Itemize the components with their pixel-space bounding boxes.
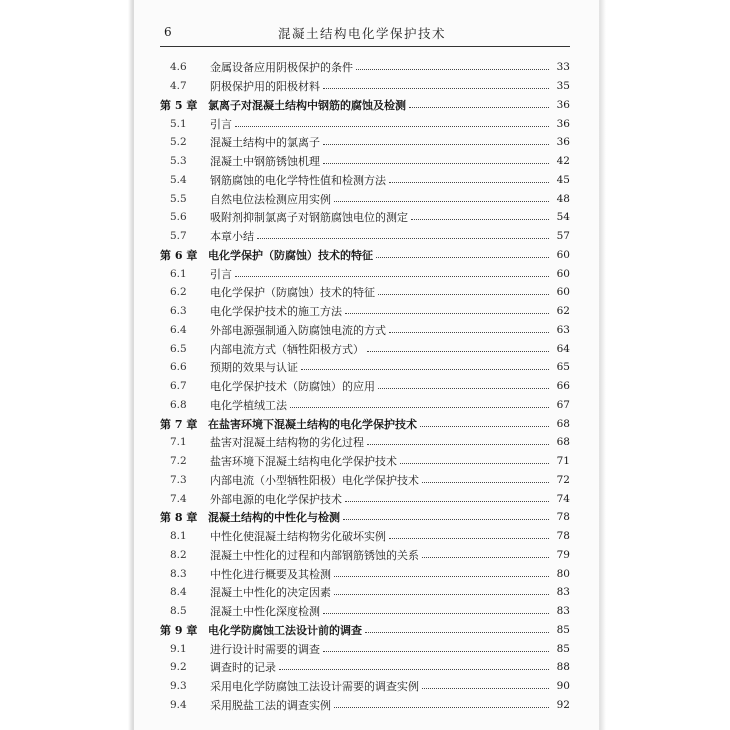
dot-leader bbox=[376, 256, 549, 258]
dot-leader bbox=[356, 68, 549, 70]
toc-entry-number: 7.2 bbox=[170, 455, 187, 468]
toc-entry-title: 吸附剂抑制氯离子对钢筋腐蚀电位的测定 bbox=[210, 211, 408, 225]
toc-section-row[interactable] bbox=[160, 358, 570, 377]
dot-leader bbox=[290, 406, 549, 408]
toc-section-row[interactable] bbox=[160, 114, 570, 133]
toc-entry-title: 电化学保护（防腐蚀）技术的特征 bbox=[210, 286, 375, 300]
toc-entry-number: 4.6 bbox=[170, 61, 187, 74]
toc-entry-number: 8.2 bbox=[170, 548, 187, 561]
toc-section-row[interactable] bbox=[160, 133, 570, 152]
toc-entry-number: 6.2 bbox=[170, 286, 187, 299]
toc-entry-page: 71 bbox=[556, 455, 570, 468]
toc-entry-page: 62 bbox=[556, 305, 570, 318]
toc-entry-page: 85 bbox=[556, 642, 570, 655]
toc-entry-page: 80 bbox=[556, 567, 570, 580]
toc-entry-number: 8.1 bbox=[170, 530, 187, 543]
toc-entry-number: 8.3 bbox=[170, 567, 187, 580]
toc-entry-title: 自然电位法检测应用实例 bbox=[210, 192, 331, 206]
toc-entry-title: 电化学保护技术的施工方法 bbox=[210, 305, 342, 319]
toc-entry-title: 中性化使混凝土结构物劣化破坏实例 bbox=[210, 530, 386, 544]
toc-entry-number: 9.1 bbox=[170, 642, 187, 655]
toc-entry-number: 5.4 bbox=[170, 173, 187, 186]
dot-leader bbox=[323, 650, 549, 652]
toc-entry-title: 中性化进行概要及其检测 bbox=[210, 567, 331, 581]
toc-entry-page: 92 bbox=[556, 698, 570, 711]
toc-entry-title: 内部电流方式（牺牲阳极方式） bbox=[210, 342, 364, 356]
toc-section-row[interactable] bbox=[160, 546, 570, 565]
toc-chapter-row[interactable] bbox=[160, 96, 570, 115]
toc-entry-title: 采用电化学防腐蚀工法设计需要的调查实例 bbox=[210, 680, 419, 694]
toc-entry-number: 6.6 bbox=[170, 361, 187, 374]
toc-section-row[interactable] bbox=[160, 58, 570, 77]
toc-entry-page: 60 bbox=[556, 248, 570, 261]
toc-entry-number: 9.4 bbox=[170, 698, 187, 711]
toc-entry-page: 90 bbox=[556, 680, 570, 693]
toc-entry-number: 6.3 bbox=[170, 305, 187, 318]
toc-section-row[interactable] bbox=[160, 639, 570, 658]
toc-entry-page: 64 bbox=[556, 342, 570, 355]
toc-entry-title: 阴极保护用的阳极材料 bbox=[210, 80, 320, 94]
toc-entry-title: 电化学防腐蚀工法设计前的调查 bbox=[208, 623, 362, 637]
toc-section-row[interactable] bbox=[160, 264, 570, 283]
toc-entry-page: 68 bbox=[556, 436, 570, 449]
toc-entry-page: 79 bbox=[556, 548, 570, 561]
toc-entry-title: 混凝土中性化深度检测 bbox=[210, 605, 320, 619]
toc-entry-number: 6.5 bbox=[170, 342, 187, 355]
toc-entry-page: 36 bbox=[556, 136, 570, 149]
toc-entry-page: 60 bbox=[556, 286, 570, 299]
toc-entry-page: 42 bbox=[556, 155, 570, 168]
dot-leader bbox=[235, 275, 549, 277]
toc-entry-number: 7.3 bbox=[170, 473, 187, 486]
toc-section-row[interactable] bbox=[160, 471, 570, 490]
toc-entry-number: 第 9 章 bbox=[160, 623, 198, 637]
toc-entry-title: 金属设备应用阴极保护的条件 bbox=[210, 61, 353, 75]
dot-leader bbox=[334, 706, 549, 708]
toc-section-row[interactable] bbox=[160, 658, 570, 677]
page-number: 6 bbox=[164, 25, 172, 39]
dot-leader bbox=[422, 687, 549, 689]
toc-entry-title: 引言 bbox=[210, 117, 232, 131]
toc-entry-title: 预期的效果与认证 bbox=[210, 361, 298, 375]
toc-entry-page: 63 bbox=[556, 323, 570, 336]
toc-entry-page: 72 bbox=[556, 473, 570, 486]
dot-leader bbox=[411, 218, 549, 220]
toc-entry-page: 54 bbox=[556, 211, 570, 224]
toc-entry-number: 4.7 bbox=[170, 80, 187, 93]
toc-entry-number: 7.1 bbox=[170, 436, 187, 449]
toc-entry-title: 外部电源强制通入防腐蚀电流的方式 bbox=[210, 323, 386, 337]
dot-leader bbox=[257, 237, 549, 239]
toc-entry-number: 7.4 bbox=[170, 492, 187, 505]
toc-chapter-row[interactable] bbox=[160, 508, 570, 527]
toc-entry-title: 本章小结 bbox=[210, 230, 254, 244]
toc-entry-number: 8.5 bbox=[170, 605, 187, 618]
toc-entry-page: 33 bbox=[556, 61, 570, 74]
toc-entry-number: 第 7 章 bbox=[160, 417, 198, 431]
toc-section-row[interactable] bbox=[160, 489, 570, 508]
dot-leader bbox=[420, 425, 549, 427]
dot-leader bbox=[323, 612, 549, 614]
dot-leader bbox=[345, 500, 549, 502]
dot-leader bbox=[334, 575, 549, 577]
toc-entry-title: 钢筋腐蚀的电化学特性值和检测方法 bbox=[210, 173, 386, 187]
toc-section-row[interactable] bbox=[160, 189, 570, 208]
toc-entry-number: 第 8 章 bbox=[160, 511, 198, 525]
toc-entry-number: 6.7 bbox=[170, 380, 187, 393]
toc-entry-title: 氯离子对混凝土结构中钢筋的腐蚀及检测 bbox=[208, 98, 406, 112]
toc-section-row[interactable] bbox=[160, 321, 570, 340]
toc-entry-page: 83 bbox=[556, 605, 570, 618]
toc-section-row[interactable] bbox=[160, 564, 570, 583]
dot-leader bbox=[323, 162, 549, 164]
toc-entry-title: 电化学保护技术（防腐蚀）的应用 bbox=[210, 380, 375, 394]
toc-entry-title: 混凝土结构中的氯离子 bbox=[210, 136, 320, 150]
dot-leader bbox=[343, 518, 549, 520]
toc-entry-page: 83 bbox=[556, 586, 570, 599]
dot-leader bbox=[323, 87, 549, 89]
toc-entry-page: 78 bbox=[556, 511, 570, 524]
book-title: 混凝土结构电化学保护技术 bbox=[278, 26, 447, 41]
toc-entry-page: 78 bbox=[556, 530, 570, 543]
toc-chapter-row[interactable] bbox=[160, 621, 570, 640]
toc-entry-title: 内部电流（小型牺牲阳极）电化学保护技术 bbox=[210, 473, 419, 487]
toc-section-row[interactable] bbox=[160, 377, 570, 396]
dot-leader bbox=[301, 368, 549, 370]
toc-entry-number: 5.2 bbox=[170, 136, 187, 149]
toc-entry-number: 第 5 章 bbox=[160, 98, 198, 112]
toc-chapter-row[interactable] bbox=[160, 246, 570, 265]
dot-leader bbox=[365, 631, 549, 633]
toc-entry-number: 5.6 bbox=[170, 211, 187, 224]
toc-entry-number: 5.3 bbox=[170, 155, 187, 168]
toc-entry-page: 67 bbox=[556, 398, 570, 411]
dot-leader bbox=[367, 443, 549, 445]
dot-leader bbox=[323, 143, 549, 145]
dot-leader bbox=[235, 125, 549, 127]
toc-entry-page: 36 bbox=[556, 117, 570, 130]
toc-section-row[interactable] bbox=[160, 302, 570, 321]
toc-section-row[interactable] bbox=[160, 339, 570, 358]
toc-entry-title: 调查时的记录 bbox=[210, 661, 276, 675]
dot-leader bbox=[345, 312, 549, 314]
toc-section-row[interactable] bbox=[160, 583, 570, 602]
dot-leader bbox=[389, 537, 549, 539]
toc-entry-title: 进行设计时需要的调查 bbox=[210, 642, 320, 656]
dot-leader bbox=[389, 331, 549, 333]
toc-chapter-row[interactable] bbox=[160, 414, 570, 433]
toc-entry-number: 9.2 bbox=[170, 661, 187, 674]
toc-entry-number: 9.3 bbox=[170, 680, 187, 693]
toc-entry-page: 74 bbox=[556, 492, 570, 505]
toc-entry-page: 68 bbox=[556, 417, 570, 430]
toc-entry-page: 65 bbox=[556, 361, 570, 374]
toc-entry-title: 外部电源的电化学保护技术 bbox=[210, 492, 342, 506]
dot-leader bbox=[378, 387, 549, 389]
toc-section-row[interactable] bbox=[160, 527, 570, 546]
toc-section-row[interactable] bbox=[160, 208, 570, 227]
toc-entry-number: 5.5 bbox=[170, 192, 187, 205]
toc-section-row[interactable] bbox=[160, 452, 570, 471]
toc-section-row[interactable] bbox=[160, 283, 570, 302]
toc-entry-title: 盐害环境下混凝土结构电化学保护技术 bbox=[210, 455, 397, 469]
table-of-contents bbox=[160, 58, 570, 714]
dot-leader bbox=[378, 293, 549, 295]
toc-entry-title: 电化学保护（防腐蚀）技术的特征 bbox=[208, 248, 373, 262]
dot-leader bbox=[334, 593, 549, 595]
toc-entry-page: 85 bbox=[556, 623, 570, 636]
toc-entry-title: 采用脱盐工法的调查实例 bbox=[210, 698, 331, 712]
toc-section-row[interactable] bbox=[160, 433, 570, 452]
toc-entry-page: 48 bbox=[556, 192, 570, 205]
toc-entry-page: 88 bbox=[556, 661, 570, 674]
toc-entry-title: 电化学植绒工法 bbox=[210, 398, 287, 412]
dot-leader bbox=[279, 668, 549, 670]
toc-section-row[interactable] bbox=[160, 152, 570, 171]
toc-entry-number: 5.7 bbox=[170, 230, 187, 243]
toc-section-row[interactable] bbox=[160, 227, 570, 246]
toc-entry-page: 45 bbox=[556, 173, 570, 186]
page-header bbox=[160, 22, 570, 47]
dot-leader bbox=[334, 200, 549, 202]
toc-entry-number: 6.4 bbox=[170, 323, 187, 336]
toc-section-row[interactable] bbox=[160, 602, 570, 621]
toc-section-row[interactable] bbox=[160, 77, 570, 96]
dot-leader bbox=[409, 106, 549, 108]
toc-entry-title: 混凝土中性化的决定因素 bbox=[210, 586, 331, 600]
toc-section-row[interactable] bbox=[160, 677, 570, 696]
toc-entry-page: 60 bbox=[556, 267, 570, 280]
dot-leader bbox=[400, 462, 549, 464]
toc-section-row[interactable] bbox=[160, 171, 570, 190]
dot-leader bbox=[422, 556, 549, 558]
toc-entry-number: 6.1 bbox=[170, 267, 187, 280]
toc-entry-number: 5.1 bbox=[170, 117, 187, 130]
toc-entry-number: 第 6 章 bbox=[160, 248, 198, 262]
dot-leader bbox=[389, 181, 549, 183]
toc-section-row[interactable] bbox=[160, 396, 570, 415]
toc-entry-title: 混凝土中性化的过程和内部钢筋锈蚀的关系 bbox=[210, 548, 419, 562]
toc-entry-page: 57 bbox=[556, 230, 570, 243]
toc-entry-title: 引言 bbox=[210, 267, 232, 281]
dot-leader bbox=[422, 481, 549, 483]
toc-entry-title: 盐害对混凝土结构物的劣化过程 bbox=[210, 436, 364, 450]
toc-entry-number: 8.4 bbox=[170, 586, 187, 599]
toc-entry-title: 混凝土结构的中性化与检测 bbox=[208, 511, 340, 525]
toc-entry-title: 混凝土中钢筋锈蚀机理 bbox=[210, 155, 320, 169]
toc-entry-page: 66 bbox=[556, 380, 570, 393]
toc-section-row[interactable] bbox=[160, 696, 570, 715]
toc-entry-page: 35 bbox=[556, 80, 570, 93]
toc-entry-number: 6.8 bbox=[170, 398, 187, 411]
dot-leader bbox=[367, 350, 549, 352]
toc-entry-title: 在盐害环境下混凝土结构的电化学保护技术 bbox=[208, 417, 417, 431]
toc-entry-page: 36 bbox=[556, 98, 570, 111]
